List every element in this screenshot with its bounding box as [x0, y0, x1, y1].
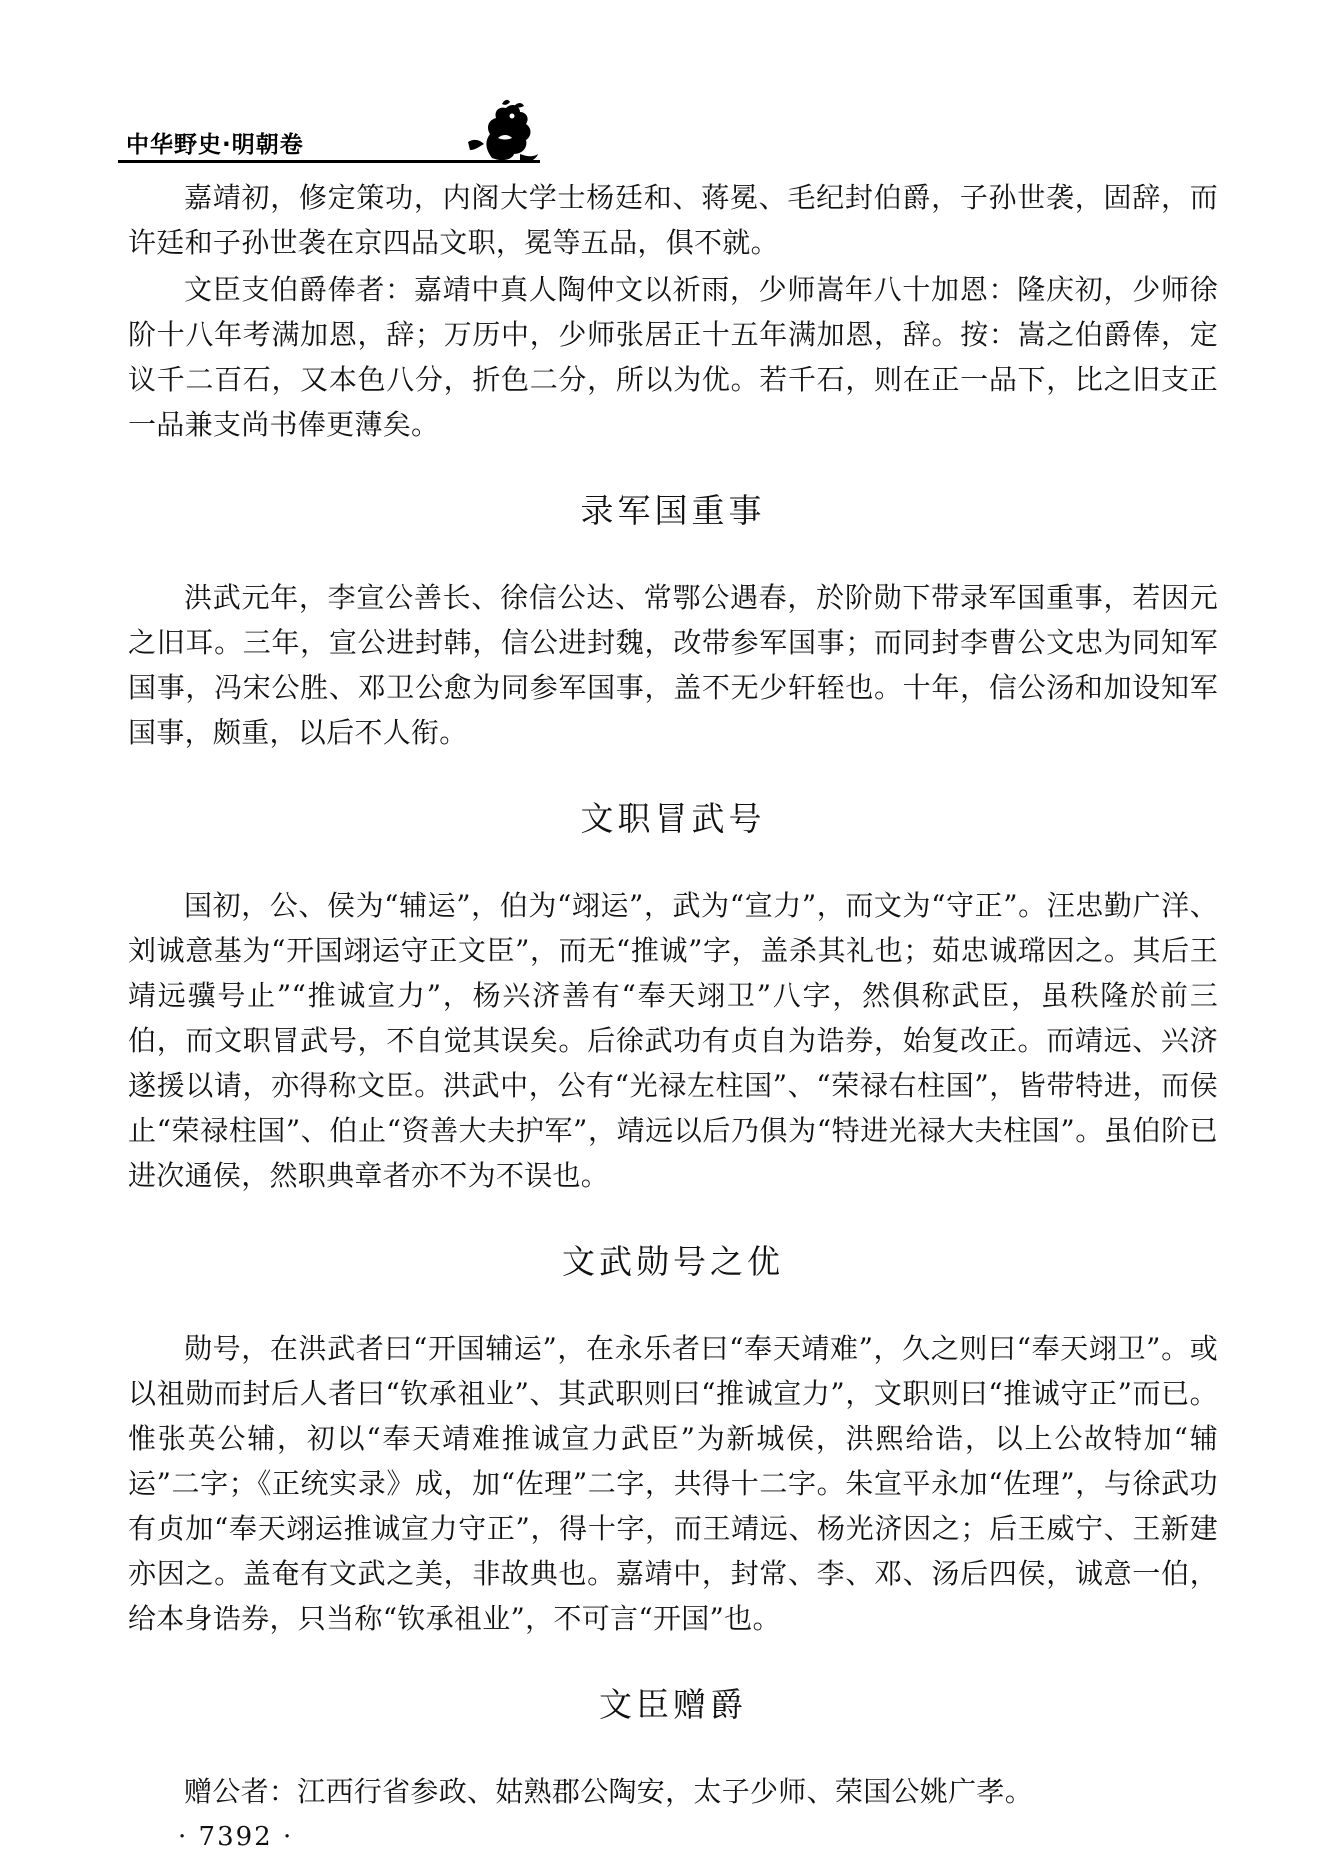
- body-paragraph: 国初，公、侯为“辅运”，伯为“翊运”，武为“宣力”，而文为“守正”。汪忠勤广洋、刘诚意基为“开国翊运守正文臣”，而无“推诚”字，盖杀其礼也；茹忠诚瑺因之。其后王靖远骥号止”“推诚宣力”，杨兴济善有“奉天翊卫”八字，然俱称武臣，虽秩隆於前三伯，而文职冒武号，不自觉其误矣。后徐武功有贞自为诰券，始复改正。而靖远、兴济遂援以请，亦得称文臣。洪武中，公有“光禄左柱国”、“荣禄右柱国”，皆带特进，而侯止“荣禄柱国”、伯止“资善大夫护军”，靖远以后乃俱为“特进光禄大夫柱国”。虽伯阶已进次通侯，然职典章者亦不为不误也。: [128, 889, 1218, 1192]
- body-paragraph: 勋号，在洪武者曰“开国辅运”，在永乐者曰“奉天靖难”，久之则曰“奉天翊卫”。或以祖勋而封后人者曰“钦承祖业”、其武职则曰“推诚宣力”，文职则曰“推诚守正”而已。惟张英公辅，初以“奉天靖难推诚宣力武臣”为新城侯，洪熙给诰，以上公故特加“辅运”二字；《正统实录》成，加“佐理”二字，共得十二字。朱宣平永加“佐理”，与徐武功有贞加“奉天翊运推诚宣力守正”，得十字，而王靖远、杨光济因之；后王威宁、王新建亦因之。盖奄有文武之美，非故典也。嘉靖中，封常、李、邓、汤后四侯，诚意一伯，给本身诰券，只当称“钦承祖业”，不可言“开国”也。: [128, 1332, 1218, 1635]
- section-title: 文臣赠爵: [599, 1685, 747, 1724]
- section-title: 文职冒武号: [580, 799, 766, 838]
- page-body: [128, 175, 1218, 1814]
- body-paragraph: 嘉靖初，修定策功，内阁大学士杨廷和、蒋冕、毛纪封伯爵，子孙世袭，固辞，而许廷和子孙世袭在京四品文职，冕等五品，俱不就。: [128, 181, 1218, 259]
- section-title: 文武勋号之优: [562, 1242, 784, 1281]
- body-paragraph: 赠公者：江西行省参政、姑熟郡公陶安，太子少师、荣国公姚广孝。: [184, 1775, 1034, 1808]
- section-title: 录军国重事: [580, 491, 766, 530]
- running-head: 中华野史·明朝卷: [126, 132, 304, 158]
- page-header: [118, 98, 538, 158]
- header-rule: [118, 160, 540, 163]
- dragon-emblem-icon: [462, 98, 542, 164]
- body-paragraph: 洪武元年，李宣公善长、徐信公达、常鄂公遇春，於阶勋下带录军国重事，若因元之旧耳。三年，宣公进封韩，信公进封魏，改带参军国事；而同封李曹公文忠为同知军国事，冯宋公胜、邓卫公愈为同参军国事，盖不无少轩轾也。十年，信公汤和加设知军国事，颇重，以后不人衔。: [128, 581, 1218, 749]
- body-paragraph: 文臣支伯爵俸者：嘉靖中真人陶仲文以祈雨，少师嵩年八十加恩：隆庆初，少师徐阶十八年考满加恩，辞；万历中，少师张居正十五年满加恩，辞。按：嵩之伯爵俸，定议千二百石，又本色八分，折色二分，所以为优。若千石，则在正一品下，比之旧支正一品兼支尚书俸更薄矣。: [128, 273, 1218, 441]
- page-number: · 7392 ·: [178, 1822, 294, 1852]
